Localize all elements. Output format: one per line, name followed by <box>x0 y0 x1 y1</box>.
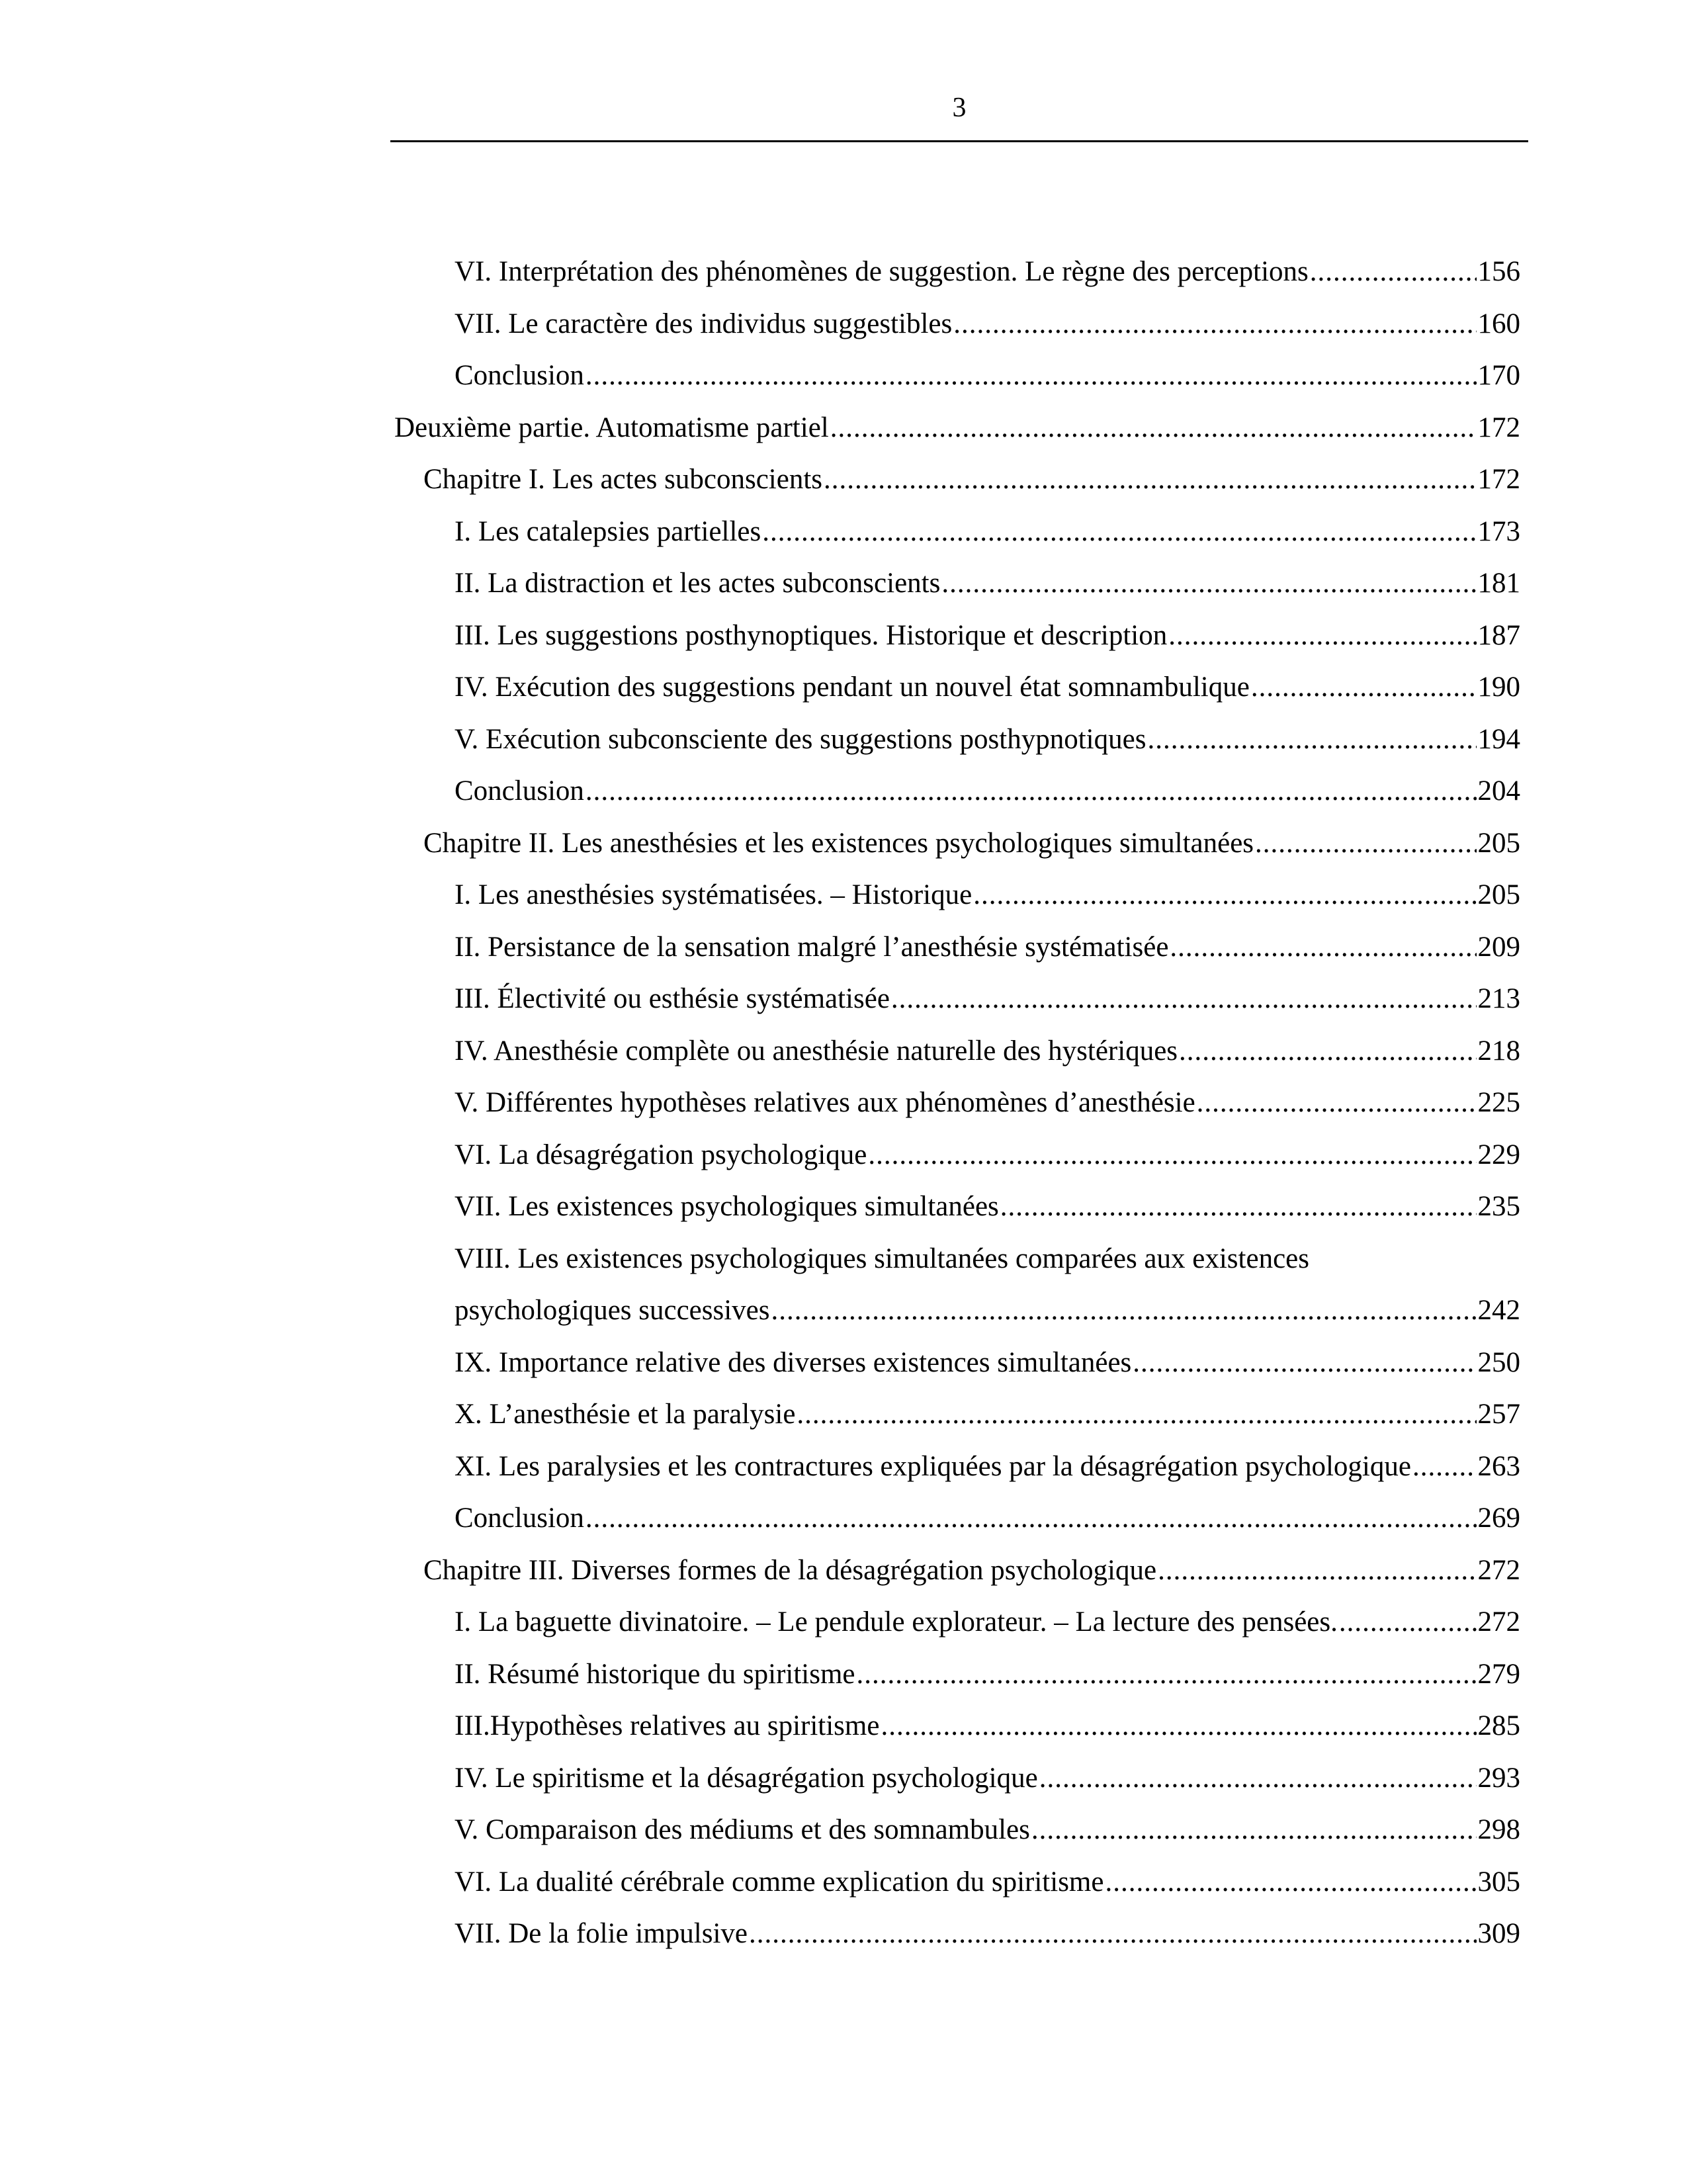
toc-entry-title: VIII. Les existences psychologiques simultanées comparées aux existences <box>454 1243 1309 1274</box>
toc-entry-page: 279 <box>1477 1658 1520 1690</box>
toc-entry <box>390 350 1528 402</box>
toc-entry-page: 172 <box>1477 464 1520 495</box>
toc-entry <box>390 1493 1528 1545</box>
toc-entry <box>390 714 1528 766</box>
toc-entry <box>390 1181 1528 1233</box>
toc-entry <box>390 1804 1528 1856</box>
toc-entry-title: II. La distraction et les actes subconscients <box>454 568 941 599</box>
toc-entry-page: 209 <box>1477 931 1520 963</box>
toc-entry-page: 305 <box>1477 1866 1520 1898</box>
dot-leader <box>1251 662 1477 714</box>
toc-entry-title: II. Persistance de la sensation malgré l’anesthésie systématisée <box>454 931 1169 963</box>
toc-entry <box>390 1285 1528 1337</box>
dot-leader <box>797 1389 1476 1441</box>
dot-leader <box>824 454 1476 506</box>
dot-leader <box>1039 1753 1477 1805</box>
toc-entry-page: 205 <box>1477 879 1520 910</box>
dot-leader <box>585 765 1477 818</box>
dot-leader <box>1105 1856 1476 1909</box>
dot-leader <box>953 298 1476 351</box>
toc-entry-title: IV. Le spiritisme et la désagrégation psychologique <box>454 1762 1038 1794</box>
toc-entry <box>390 1233 1528 1286</box>
dot-leader <box>585 350 1477 402</box>
toc-entry <box>390 1129 1528 1182</box>
dot-leader <box>749 1908 1476 1960</box>
toc-entry-title: VI. La dualité cérébrale comme explication du spiritisme <box>454 1866 1104 1898</box>
toc-entry-title: III. Les suggestions posthynoptiques. Historique et description <box>454 619 1168 651</box>
dot-leader <box>585 1493 1477 1545</box>
dot-leader <box>1197 1077 1477 1129</box>
dot-leader <box>1310 246 1477 298</box>
toc-entry-title: Chapitre II. Les anesthésies et les existences psychologiques simultanées <box>423 827 1254 859</box>
toc-entry <box>390 869 1528 922</box>
toc-entry <box>390 1649 1528 1701</box>
toc-entry-title: III.Hypothèses relatives au spiritisme <box>454 1710 880 1741</box>
toc-entry-title: V. Exécution subconsciente des suggestions posthypnotiques <box>454 723 1146 755</box>
dot-leader <box>1147 714 1476 766</box>
toc-entry <box>390 1545 1528 1597</box>
dot-leader <box>1031 1804 1477 1856</box>
toc-entry-title: VII. De la folie impulsive <box>454 1918 748 1949</box>
toc-entry-page: 190 <box>1477 672 1520 703</box>
dot-leader <box>857 1649 1477 1701</box>
toc-entry-page: 263 <box>1477 1450 1520 1482</box>
toc-entry <box>390 1026 1528 1078</box>
dot-leader <box>1170 922 1476 974</box>
dot-leader <box>1339 1596 1477 1649</box>
toc-entry <box>390 1337 1528 1389</box>
page-number: 3 <box>952 93 967 123</box>
dot-leader <box>1000 1181 1477 1233</box>
dot-leader <box>1179 1026 1476 1078</box>
toc-entry-page: 229 <box>1477 1139 1520 1170</box>
dot-leader <box>1255 818 1476 870</box>
toc-entry-page: 160 <box>1477 308 1520 339</box>
toc-entry-page: 170 <box>1477 360 1520 391</box>
toc-entry-title: IV. Exécution des suggestions pendant un nouvel état somnambulique <box>454 672 1250 703</box>
dot-leader <box>891 973 1477 1026</box>
dot-leader <box>1133 1337 1476 1389</box>
dot-leader <box>973 869 1476 922</box>
dot-leader <box>1158 1545 1476 1597</box>
toc-entry-title: I. Les catalepsies partielles <box>454 515 761 547</box>
toc-entry <box>390 1700 1528 1753</box>
toc-entry-page: 181 <box>1477 568 1520 599</box>
toc-entry-title: IX. Importance relative des diverses existences simultanées <box>454 1346 1132 1378</box>
toc-entry-page: 205 <box>1477 827 1520 859</box>
toc-entry <box>390 246 1528 298</box>
toc-entry-title: IV. Anesthésie complète ou anesthésie naturelle des hystériques <box>454 1035 1178 1067</box>
toc-entry-title: I. La baguette divinatoire. – Le pendule explorateur. – La lecture des pensées. <box>454 1606 1338 1638</box>
toc-entry-title: III. Électivité ou esthésie systématisée <box>454 983 890 1014</box>
toc-entry-page: 172 <box>1477 412 1520 443</box>
toc-entry-title: Chapitre I. Les actes subconscients <box>423 464 823 495</box>
toc-entry <box>390 922 1528 974</box>
toc-entry <box>390 506 1528 558</box>
toc-entry-title: Deuxième partie. Automatisme partiel <box>394 412 829 443</box>
toc-entry-page: 225 <box>1477 1087 1520 1118</box>
toc-entry-title: I. Les anesthésies systématisées. – Historique <box>454 879 973 910</box>
dot-leader <box>1168 610 1476 662</box>
toc-entry-title: VI. Interprétation des phénomènes de suggestion. Le règne des perceptions <box>454 256 1309 287</box>
toc-entry <box>390 1441 1528 1493</box>
toc-entry <box>390 558 1528 610</box>
toc-entry-page: 285 <box>1477 1710 1520 1741</box>
toc-entry <box>390 765 1528 818</box>
toc-entry-title: psychologiques successives <box>454 1295 770 1326</box>
dot-leader <box>830 402 1477 455</box>
toc-entry-page: 250 <box>1477 1346 1520 1378</box>
toc-entry-page: 293 <box>1477 1762 1520 1794</box>
toc-entry-page: 187 <box>1477 619 1520 651</box>
table-of-contents <box>390 246 1528 1960</box>
toc-entry <box>390 1389 1528 1441</box>
toc-entry <box>390 298 1528 351</box>
toc-entry-page: 242 <box>1477 1295 1520 1326</box>
toc-entry <box>390 1077 1528 1129</box>
toc-entry-page: 213 <box>1477 983 1520 1014</box>
toc-entry-page: 298 <box>1477 1814 1520 1845</box>
dot-leader <box>881 1700 1476 1753</box>
toc-entry-page: 194 <box>1477 723 1520 755</box>
toc-entry <box>390 610 1528 662</box>
toc-entry <box>390 454 1528 506</box>
toc-entry-title: V. Comparaison des médiums et des somnambules <box>454 1814 1030 1845</box>
dot-leader <box>771 1285 1477 1337</box>
toc-entry <box>390 1596 1528 1649</box>
toc-entry-title: X. L’anesthésie et la paralysie <box>454 1399 796 1430</box>
toc-entry-title: VII. Les existences psychologiques simultanées <box>454 1191 999 1222</box>
toc-entry <box>390 818 1528 870</box>
header-rule <box>390 140 1528 142</box>
toc-entry-title: Chapitre III. Diverses formes de la désagrégation psychologique <box>423 1554 1157 1586</box>
toc-entry-page: 309 <box>1477 1918 1520 1949</box>
toc-entry-title: Conclusion <box>454 775 584 807</box>
toc-entry-page: 235 <box>1477 1191 1520 1222</box>
dot-leader <box>1412 1441 1477 1493</box>
toc-entry-page: 173 <box>1477 515 1520 547</box>
toc-entry-page: 257 <box>1477 1399 1520 1430</box>
toc-entry <box>390 973 1528 1026</box>
toc-entry <box>390 1753 1528 1805</box>
toc-entry-page: 272 <box>1477 1554 1520 1586</box>
toc-entry-title: Conclusion <box>454 1503 584 1534</box>
toc-entry-page: 218 <box>1477 1035 1520 1067</box>
toc-entry-title: II. Résumé historique du spiritisme <box>454 1658 855 1690</box>
dot-leader <box>762 506 1476 558</box>
toc-entry-title: VI. La désagrégation psychologique <box>454 1139 867 1170</box>
toc-entry-page: 272 <box>1477 1606 1520 1638</box>
toc-entry-title: VII. Le caractère des individus suggestibles <box>454 308 953 339</box>
dot-leader <box>868 1129 1476 1182</box>
toc-entry <box>390 1856 1528 1909</box>
toc-entry <box>390 402 1528 455</box>
toc-entry-title: Conclusion <box>454 360 584 391</box>
toc-entry <box>390 1908 1528 1960</box>
toc-entry <box>390 662 1528 714</box>
toc-entry-title: XI. Les paralysies et les contractures expliquées par la désagrégation psychologique <box>454 1450 1411 1482</box>
toc-entry-page: 156 <box>1477 256 1520 287</box>
toc-entry-title: V. Différentes hypothèses relatives aux phénomènes d’anesthésie <box>454 1087 1195 1118</box>
dot-leader <box>941 558 1476 610</box>
toc-entry-page: 269 <box>1477 1503 1520 1534</box>
toc-entry-page: 204 <box>1477 775 1520 807</box>
